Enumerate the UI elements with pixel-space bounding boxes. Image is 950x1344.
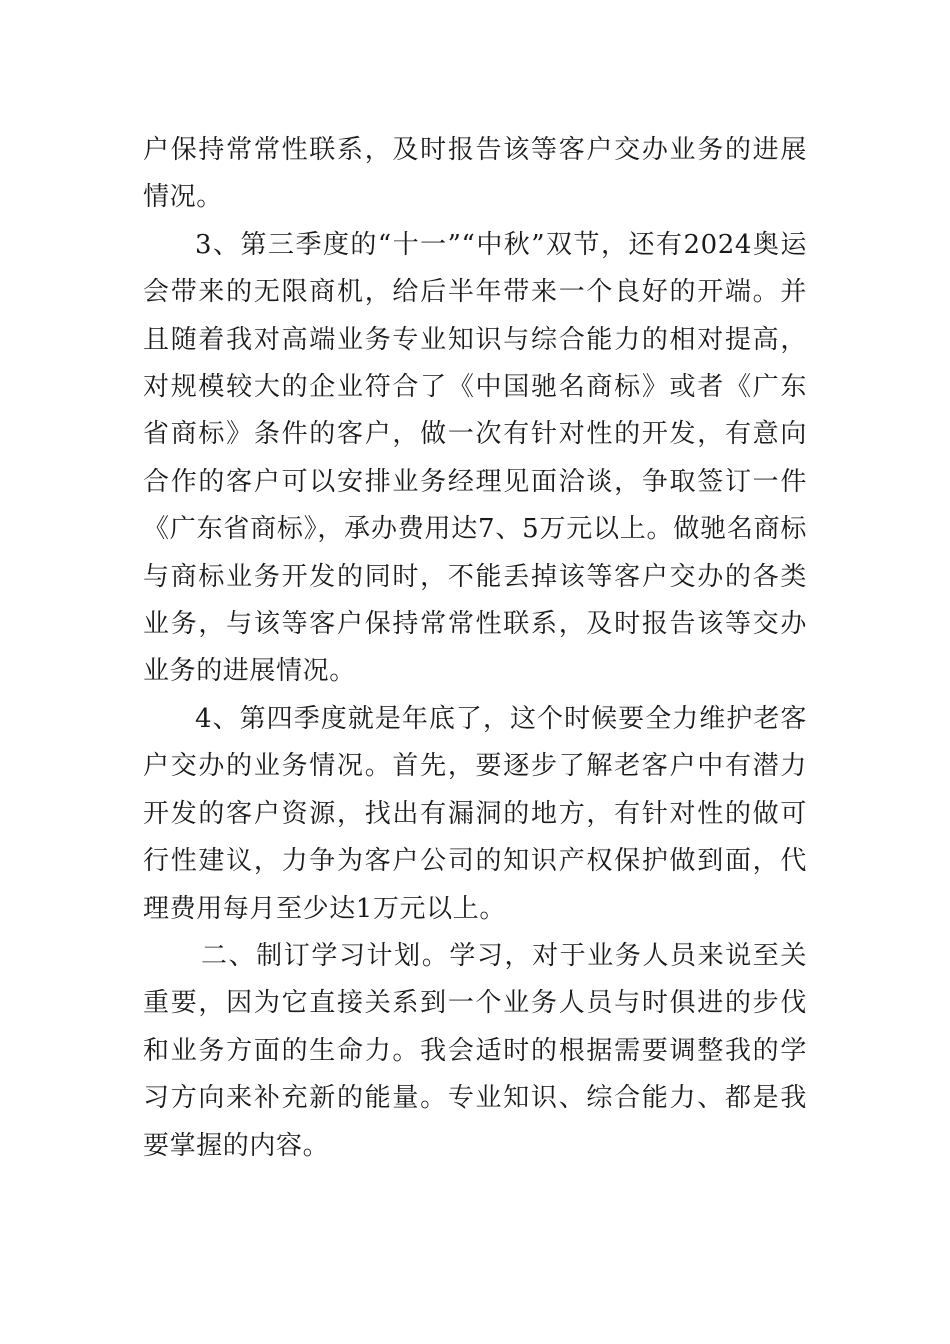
paragraph-fourth-quarter: 4、第四季度就是年底了，这个时候要全力维护老客户交办的业务情况。首先，要逐步了解老客户中有潜力开发的客户资源，找出有漏洞的地方，有针对性的做可行性建议，力争为客户公司的知识产权保护做到面，代理费用每月至少达1万元以上。 — [143, 703, 807, 924]
paragraph-study-plan: 二、制订学习计划。学习，对于业务人员来说至关重要，因为它直接关系到一个业务人员与时俱进的步伐和业务方面的生命力。我会适时的根据需要调整我的学习方向来补充新的能量。专业知识、综合能力、都是我要掌握的内容。 — [143, 940, 807, 1161]
document-body — [143, 127, 807, 1170]
paragraph-continuation: 户保持常常性联系，及时报告该等客户交办业务的进展情况。 — [143, 135, 807, 213]
paragraph-third-quarter: 3、第三季度的“十一”“中秋”双节，还有2024奥运会带来的无限商机，给后半年带来一个良好的开端。并且随着我对高端业务专业知识与综合能力的相对提高，对规模较大的企业符合了《中国驰名商标》或者《广东省商标》条件的客户，做一次有针对性的开发，有意向合作的客户可以安排业务经理见面洽谈，争取签订一件《广东省商标》，承办费用达7、5万元以上。做驰名商标与商标业务开发的同时，不能丢掉该等客户交办的各类业务，与该等客户保持常常性联系，及时报告该等交办业务的进展情况。 — [143, 229, 807, 687]
